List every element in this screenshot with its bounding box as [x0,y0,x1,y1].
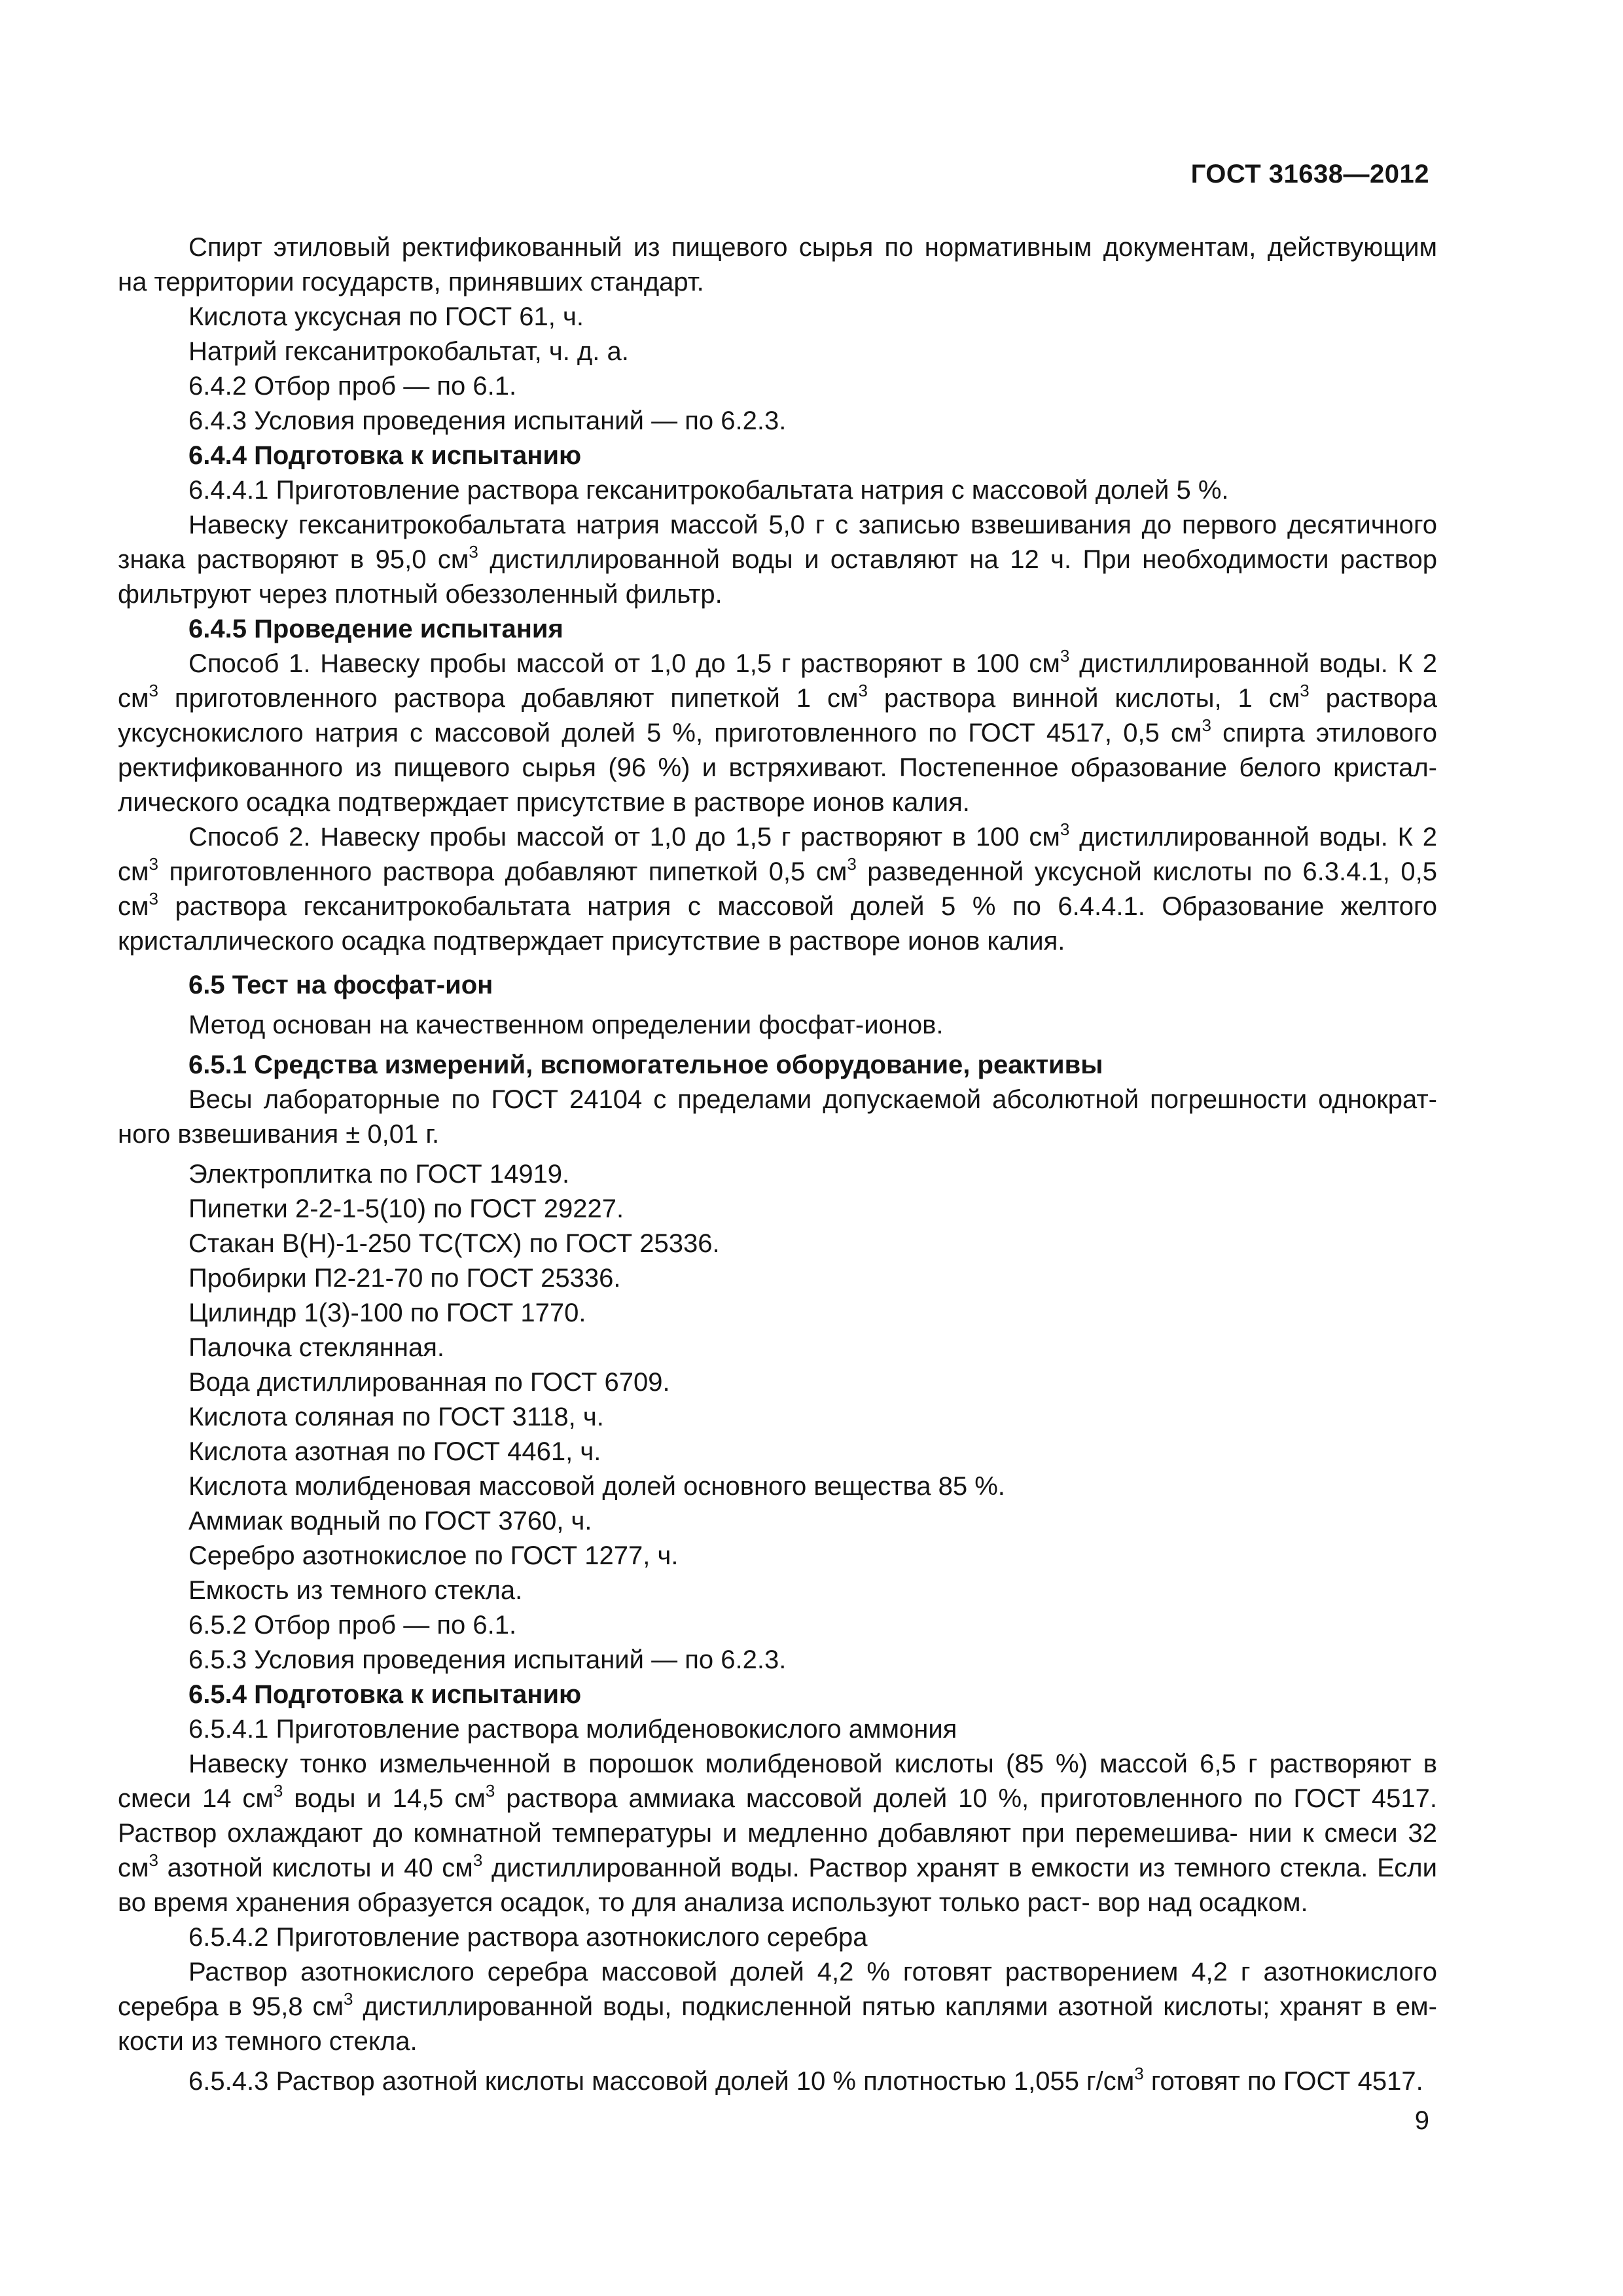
paragraph: Кислота азотная по ГОСТ 4461, ч. [188,1437,601,1466]
paragraph: 6.5.2 Отбор проб — по 6.1. [188,1611,517,1640]
paragraph: 6.5.4.1 Приготовление раствора молибденовокислого аммония [188,1715,957,1744]
section-heading: 6.5.4 Подготовка к испытанию [188,1680,582,1709]
page-number: 9 [1414,2106,1429,2135]
paragraph: 6.4.3 Условия проведения испытаний — по 6.2.3. [188,406,787,435]
paragraph: Метод основан на качественном определении фосфат-ионов. [188,1011,944,1039]
paragraph: Серебро азотнокислое по ГОСТ 1277, ч. [188,1541,679,1570]
paragraph: Электроплитка по ГОСТ 14919. [188,1160,570,1189]
paragraph: Способ 2. Навеску пробы массой от 1,0 до 1,5 г растворяют в 100 $см^3$ дистиллированной воды. К 2 $см^3$ приготовленного раствора добавляют пипеткой 0,5 $см^3$ разведенной уксусной кислоты по 6.3.4.1, 0,5 $см^3$ раствора гексанитрокобальтата натрия с массовой долей 5 % по 6.4.4.1. Образование желтого кристаллического осадка подтверждает присутствие в растворе ионов калия. [118,819,1437,956]
paragraph: Стакан В(Н)-1-250 ТС(ТСХ) по ГОСТ 25336. [188,1229,720,1258]
paragraph: Натрий гексанитрокобальтат, ч. д. а. [188,337,629,366]
paragraph: Спирт этиловый ректификованный из пищевого сырья по нормативным документам, действующим на территории государств, принявших стандарт. [118,233,1437,296]
document-body [118,230,1437,2099]
section-heading: 6.5.1 Средства измерений, вспомогательное оборудование, реактивы [188,1050,1103,1079]
paragraph: Способ 1. Навеску пробы массой от 1,0 до 1,5 г растворяют в 100 $см^3$ дистиллированной воды. К 2 $см^3$ приготовленного раствора добавляют пипеткой 1 $см^3$ раствора винной кислоты, 1 $см^3$ раствора уксуснокислого натрия с массовой долей 5 %, приготовленного по ГОСТ 4517, 0,5 $см^3$ спирта этилового ректификованного из пищевого сырья (96 %) и встряхивают. Постепенное образование белого кристал- лического осадка подтверждает присутствие в растворе ионов калия. [118,645,1438,817]
paragraph: Палочка стеклянная. [188,1333,444,1362]
paragraph: Пипетки 2-2-1-5(10) по ГОСТ 29227. [188,1194,624,1223]
paragraph: Кислота соляная по ГОСТ 3118, ч. [188,1403,604,1431]
paragraph: Кислота молибденовая массовой долей основного вещества 85 %. [188,1472,1005,1501]
paragraph: 6.4.4.1 Приготовление раствора гексанитрокобальтата натрия с массовой долей 5 %. [188,476,1229,505]
paragraph: 6.5.4.2 Приготовление раствора азотнокислого серебра [188,1923,868,1952]
paragraph: 6.4.2 Отбор проб — по 6.1. [188,372,517,401]
paragraph: Раствор азотнокислого серебра массовой долей 4,2 % готовят растворением 4,2 г азотнокислого серебра в 95,8 $см^3$ дистиллированной воды, подкисленной пятью каплями азотной кислоты; хранят в ем- кости из темного стекла. [118,1958,1437,2056]
paragraph: Емкость из темного стекла. [188,1576,523,1605]
paragraph: Навеску гексанитрокобальтата натрия массой 5,0 г с записью взвешивания до первого десятичного знака растворяют в 95,0 $см^3$ дистиллированной воды и оставляют на 12 ч. При необходимости раствор фильтруют через плотный обеззоленный фильтр. [118,511,1437,609]
section-heading: 6.5 Тест на фосфат-ион [188,971,493,999]
paragraph: Вода дистиллированная по ГОСТ 6709. [188,1368,670,1397]
paragraph: 6.5.4.3 Раствор азотной кислоты массовой долей 10 % плотностью 1,055 $г/см^3$ готовят по ГОСТ 4517. [188,2063,1423,2096]
section-heading: 6.4.4 Подготовка к испытанию [188,441,582,470]
section-heading: 6.4.5 Проведение испытания [188,615,563,643]
paragraph: Навеску тонко измельченной в порошок молибденовой кислоты (85 %) массой 6,5 г растворяют в смеси 14 $см^3$ воды и 14,5 $см^3$ раствора аммиака массовой долей 10 %, приготовленного по ГОСТ 4517. Раствор охлаждают до комнатной температуры и медленно добавляют при перемешива- нии к смеси 32 $см^3$ азотной кислоты и 40 $см^3$ дистиллированной воды. Раствор хранят в емкости из темного стекла. Если во время хранения образуется осадок, то для анализа используют только раст- вор над осадком. [118,1749,1438,1917]
paragraph: Кислота уксусная по ГОСТ 61, ч. [188,302,584,331]
document-number: ГОСТ 31638—2012 [1190,160,1429,188]
paragraph: Весы лабораторные по ГОСТ 24104 с пределами допускаемой абсолютной погрешности однократ- ного взвешивания ± 0,01 г. [118,1085,1437,1149]
paragraph: Аммиак водный по ГОСТ 3760, ч. [188,1507,592,1535]
paragraph: Пробирки П2-21-70 по ГОСТ 25336. [188,1264,621,1293]
paragraph: 6.5.3 Условия проведения испытаний — по 6.2.3. [188,1645,787,1674]
paragraph: Цилиндр 1(3)-100 по ГОСТ 1770. [188,1299,586,1327]
